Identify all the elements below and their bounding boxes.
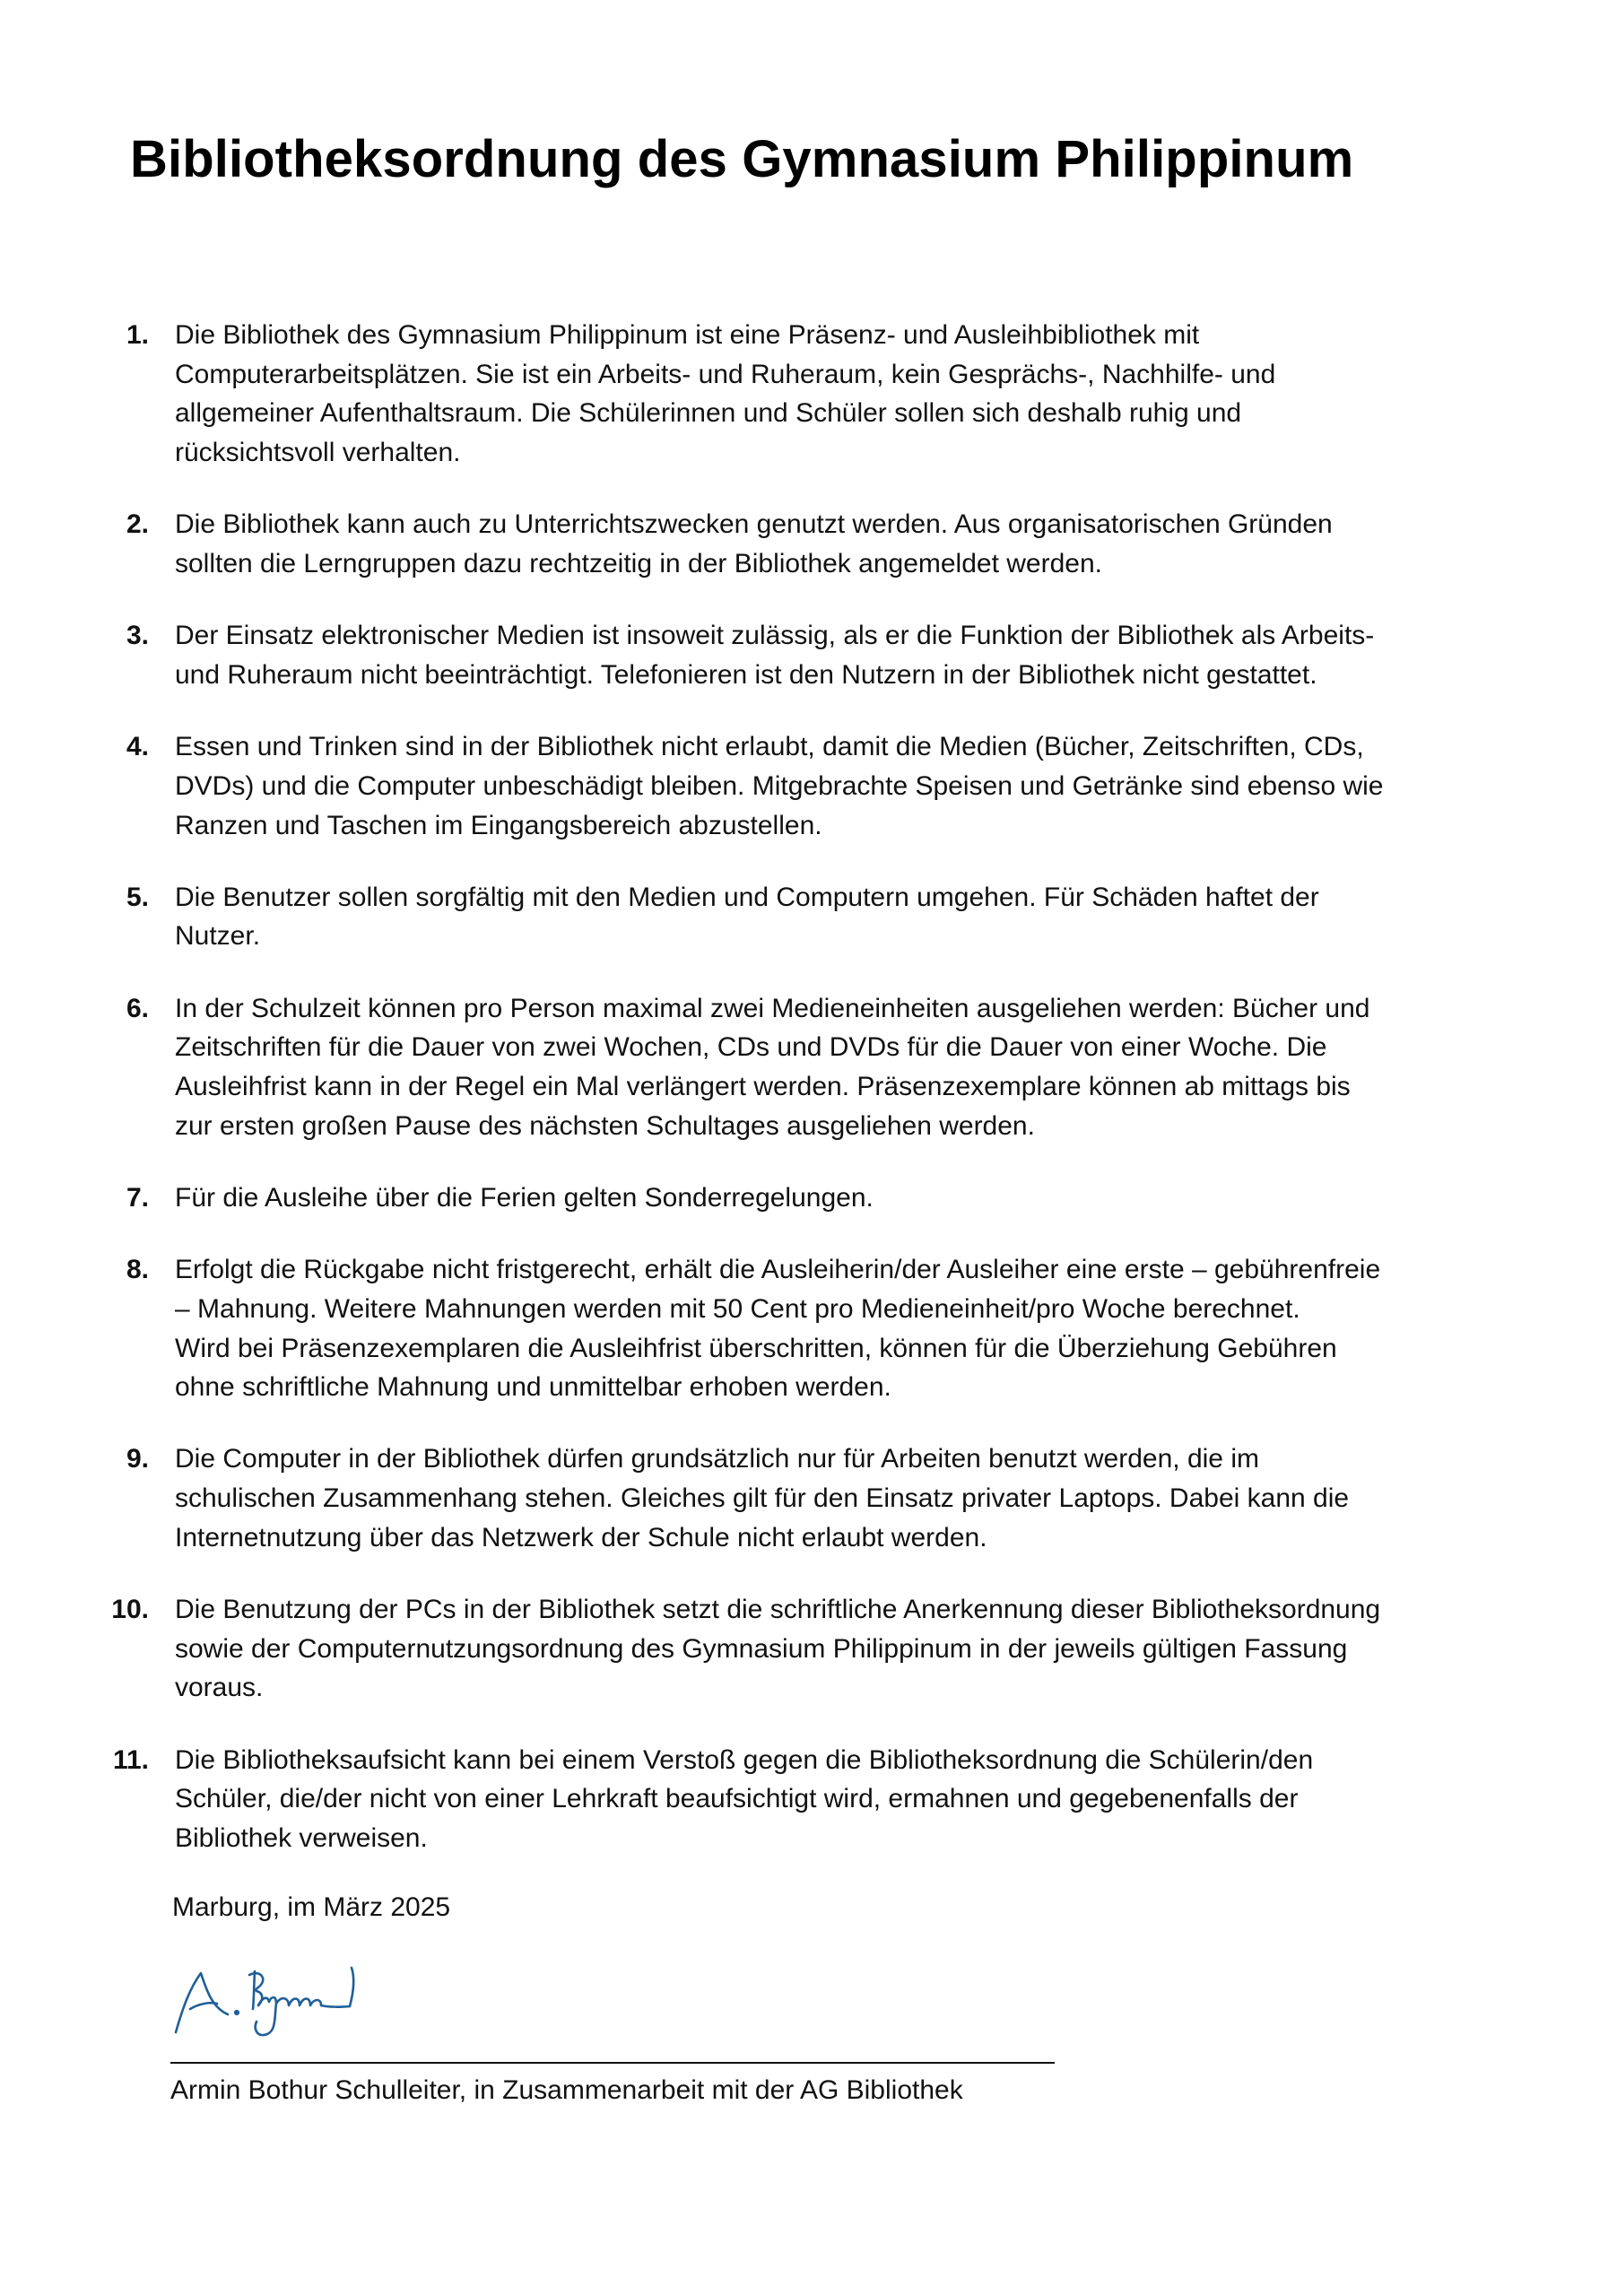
handwritten-signature-icon — [170, 1962, 368, 2043]
rule-line: zur ersten großen Pause des nächsten Schultages ausgeliehen werden. — [175, 1110, 1035, 1141]
rule-line: Erfolgt die Rückgabe nicht fristgerecht, erhält die Ausleiherin/der Ausleiher eine erste – gebührenfreie — [175, 1255, 1381, 1285]
rule-number: 3. — [126, 621, 149, 651]
rule-text — [175, 878, 1617, 956]
rule-number: 6. — [126, 993, 149, 1023]
rule-number: 7. — [126, 1182, 149, 1213]
rule-line: Wird bei Präsenzexemplaren die Ausleihfrist überschritten, können für die Überziehung Gebühren — [175, 1333, 1337, 1363]
rule-line: Zeitschriften für die Dauer von zwei Wochen, CDs und DVDs für die Dauer von einer Woche. Die — [175, 1032, 1327, 1063]
rule-text — [175, 1250, 1617, 1407]
rule-text — [175, 1741, 1617, 1858]
rule-number: 5. — [126, 882, 149, 912]
signatory-line: Armin Bothur Schulleiter, in Zusammenarbeit mit der AG Bibliothek — [170, 2075, 963, 2105]
rule-line: Computerarbeitsplätzen. Sie ist ein Arbeits- und Ruheraum, kein Gesprächs-, Nachhilfe- und — [175, 359, 1276, 389]
rule-item-11 — [0, 1741, 1617, 1858]
rule-item-6 — [0, 989, 1617, 1146]
rule-item-9 — [0, 1439, 1617, 1557]
rule-number: 8. — [126, 1255, 149, 1285]
rule-line: Internetnutzung über das Netzwerk der Schule nicht erlaubt werden. — [175, 1522, 987, 1552]
rule-line: In der Schulzeit können pro Person maximal zwei Medieneinheiten ausgeliehen werden: Bücher und — [175, 993, 1370, 1023]
rule-number: 4. — [126, 732, 149, 762]
rule-line: Nutzer. — [175, 921, 261, 952]
place-date: Marburg, im März 2025 — [172, 1892, 451, 1922]
rule-item-3 — [0, 616, 1617, 694]
rule-line: sowie der Computernutzungsordnung des Gymnasium Philippinum in der jeweils gültigen Fassung — [175, 1633, 1348, 1664]
rule-item-8 — [0, 1250, 1617, 1407]
rule-line: rücksichtsvoll verhalten. — [175, 438, 461, 468]
rule-number: 9. — [126, 1444, 149, 1474]
rule-item-1 — [0, 316, 1617, 473]
rule-line: ohne schriftliche Mahnung und unmittelbar erhoben werden. — [175, 1372, 891, 1403]
rule-line: und Ruheraum nicht beeinträchtigt. Telefonieren ist den Nutzern in der Bibliothek nicht gestattet. — [175, 659, 1317, 690]
document-title: Bibliotheksordnung des Gymnasium Philippinum — [130, 130, 1354, 188]
rule-line: Ausleihfrist kann in der Regel ein Mal verlängert werden. Präsenzexemplare können ab mittags bis — [175, 1072, 1351, 1102]
rule-line: Die Bibliothek des Gymnasium Philippinum ist eine Präsenz- und Ausleihbibliothek mit — [175, 320, 1200, 350]
rule-line: schulischen Zusammenhang stehen. Gleiches gilt für den Einsatz privater Laptops. Dabei kann die — [175, 1483, 1350, 1514]
rule-number: 10. — [111, 1595, 149, 1625]
rule-item-5 — [0, 878, 1617, 956]
rule-text — [175, 1590, 1617, 1708]
rule-line: DVDs) und die Computer unbeschädigt bleiben. Mitgebrachte Speisen und Getränke sind ebenso wie — [175, 770, 1384, 801]
rule-item-4 — [0, 727, 1617, 845]
rule-line: Ranzen und Taschen im Eingangsbereich abzustellen. — [175, 810, 822, 840]
rule-line: Die Bibliotheksaufsicht kann bei einem Verstoß gegen die Bibliotheksordnung die Schülerin/den — [175, 1744, 1314, 1775]
rule-line: Die Benutzer sollen sorgfältig mit den Medien und Computern umgehen. Für Schäden haftet der — [175, 882, 1319, 912]
rule-number: 1. — [126, 320, 149, 350]
rule-item-7 — [0, 1178, 1617, 1218]
rule-line: Bibliothek verweisen. — [175, 1823, 428, 1854]
rule-line: voraus. — [175, 1673, 264, 1703]
rule-text — [175, 989, 1617, 1146]
rule-line: Schüler, die/der nicht von einer Lehrkraft beaufsichtigt wird, ermahnen und gegebenenfalls der — [175, 1784, 1299, 1814]
rule-text — [175, 1178, 1617, 1218]
rule-line: – Mahnung. Weitere Mahnungen werden mit 50 Cent pro Medieneinheit/pro Woche berechnet. — [175, 1293, 1300, 1324]
rule-line: Essen und Trinken sind in der Bibliothek nicht erlaubt, damit die Medien (Bücher, Zeitschriften, CDs, — [175, 732, 1364, 762]
rule-text — [175, 1439, 1617, 1557]
rule-text — [175, 616, 1617, 694]
signature-divider — [170, 2062, 1055, 2064]
rule-number: 11. — [112, 1744, 149, 1775]
rules-list — [0, 316, 1617, 1891]
rule-line: Die Computer in der Bibliothek dürfen grundsätzlich nur für Arbeiten benutzt werden, die im — [175, 1444, 1259, 1474]
rule-text — [175, 316, 1617, 473]
rule-line: sollten die Lerngruppen dazu rechtzeitig in der Bibliothek angemeldet werden. — [175, 549, 1102, 579]
rule-text — [175, 727, 1617, 845]
rule-line: Der Einsatz elektronischer Medien ist insoweit zulässig, als er die Funktion der Bibliothek als Arbeits- — [175, 621, 1375, 651]
rule-item-2 — [0, 505, 1617, 583]
rule-line: Die Bibliothek kann auch zu Unterrichtszwecken genutzt werden. Aus organisatorischen Gründen — [175, 509, 1333, 540]
rule-line: Für die Ausleihe über die Ferien gelten Sonderregelungen. — [175, 1182, 874, 1213]
rule-line: Die Benutzung der PCs in der Bibliothek setzt die schriftliche Anerkennung dieser Bibliotheksordnung — [175, 1595, 1381, 1625]
rule-line: allgemeiner Aufenthaltsraum. Die Schülerinnen und Schüler sollen sich deshalb ruhig und — [175, 398, 1242, 429]
rule-item-10 — [0, 1590, 1617, 1708]
rule-text — [175, 505, 1617, 583]
rule-number: 2. — [126, 509, 149, 540]
